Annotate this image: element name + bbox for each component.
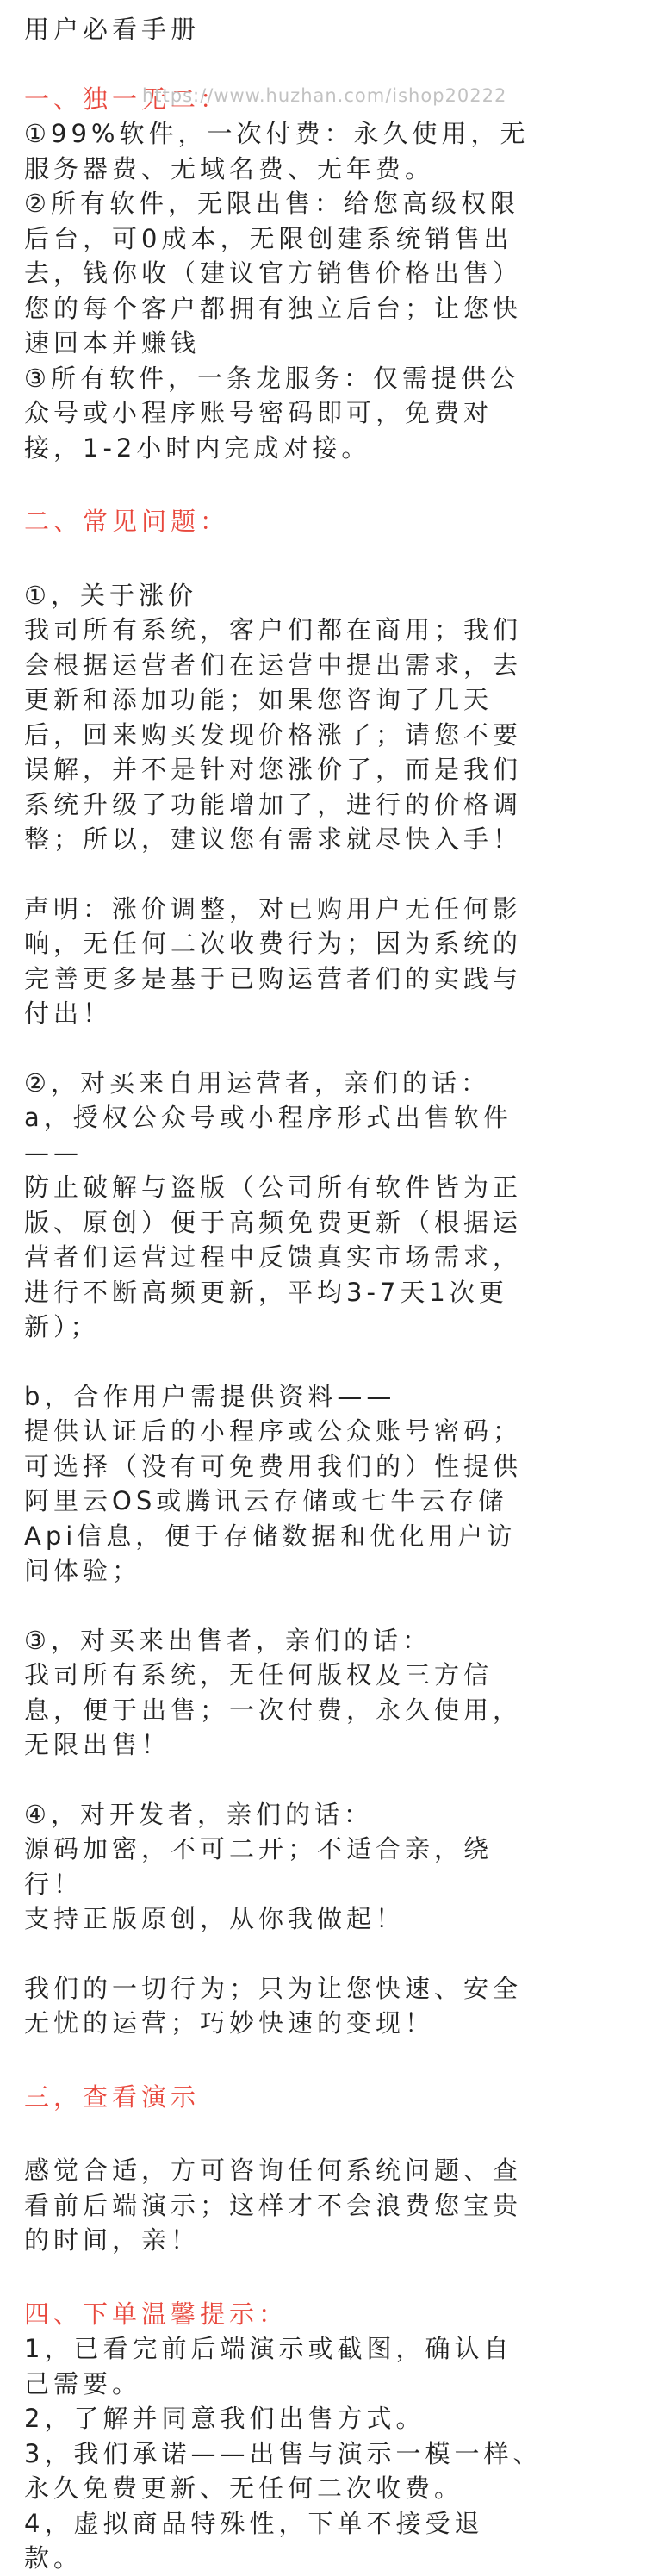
text-line: 可选择（没有可免费用我们的）性提供 bbox=[24, 1451, 523, 1481]
text-line: ①99%软件，一次付费：永久使用，无 bbox=[24, 119, 530, 148]
text-line: 进行不断高频更新，平均3-7天1次更 bbox=[24, 1277, 508, 1307]
text-line: 无限出售！ bbox=[24, 1730, 171, 1759]
statement-block bbox=[24, 892, 627, 1031]
text-line: 源码加密，不可二开；不适合亲，绕 bbox=[24, 1834, 494, 1864]
closing-block bbox=[24, 1971, 627, 2041]
text-line: 无忧的运营；巧妙快速的变现！ bbox=[24, 2008, 435, 2038]
section-unique-body bbox=[24, 116, 627, 465]
text-line: 行！ bbox=[24, 1869, 84, 1899]
text-line: 4，虚拟商品特殊性，下单不接受退 bbox=[24, 2508, 484, 2538]
text-line: 会根据运营者们在运营中提出需求，去 bbox=[24, 650, 523, 680]
text-line: 2，了解并同意我们出售方式。 bbox=[24, 2404, 425, 2433]
text-line: 更新和添加功能；如果您咨询了几天 bbox=[24, 685, 494, 714]
text-line: 我司所有系统，客户们都在商用；我们 bbox=[24, 615, 523, 644]
page-title: 用户必看手册 bbox=[24, 15, 201, 44]
watermark-url: https://www.huzhan.com/ishop20222 bbox=[142, 85, 507, 106]
faq-price-block bbox=[24, 578, 627, 857]
text-line: 看前后端演示；这样才不会浪费您宝贵 bbox=[24, 2190, 523, 2220]
text-line: a，授权公众号或小程序形式出售软件 bbox=[24, 1103, 512, 1132]
faq-materials-block bbox=[24, 1379, 627, 1589]
text-line: 完善更多是基于已购运营者们的实践与 bbox=[24, 963, 523, 993]
text-line: ③，对买来出售者，亲们的话： bbox=[24, 1625, 432, 1655]
text-line: 我司所有系统，无任何版权及三方信 bbox=[24, 1660, 494, 1689]
text-line: 速回本并赚钱 bbox=[24, 328, 201, 358]
text-line: —— bbox=[24, 1137, 83, 1167]
text-line: 版、原创）便于高频免费更新（根据运 bbox=[24, 1207, 523, 1237]
text-line: ②所有软件，无限出售：给您高级权限 bbox=[24, 189, 519, 218]
text-line: 我们的一切行为；只为让您快速、安全 bbox=[24, 1973, 523, 2003]
text-line: 感觉合适，方可咨询任何系统问题、查 bbox=[24, 2156, 523, 2185]
text-line: 响，无任何二次收费行为；因为系统的 bbox=[24, 929, 523, 958]
text-line: 接，1-2小时内完成对接。 bbox=[24, 432, 371, 463]
text-line: 众号或小程序账号密码即可，免费对 bbox=[24, 398, 494, 427]
section-order-tips-body bbox=[24, 2331, 627, 2576]
text-line: 营者们运营过程中反馈真实市场需求， bbox=[24, 1242, 523, 1272]
text-line: 后，回来购买发现价格涨了；请您不要 bbox=[24, 719, 523, 750]
text-line: 您的每个客户都拥有独立后台；让您快 bbox=[24, 293, 523, 323]
text-line: 息，便于出售；一次付费，永久使用， bbox=[24, 1695, 523, 1725]
text-line: 提供认证后的小程序或公众账号密码； bbox=[24, 1416, 523, 1446]
text-line: Api信息，便于存储数据和优化用户访 bbox=[24, 1521, 517, 1551]
text-line: 3，我们承诺——出售与演示一模一样、 bbox=[24, 2438, 543, 2468]
section-heading-unique: 一、独一无二： bbox=[24, 84, 230, 114]
text-line: 己需要。 bbox=[24, 2368, 142, 2399]
section-heading-faq: 二、常见问题： bbox=[24, 507, 230, 536]
text-line: 后台，可0成本，无限创建系统销售出 bbox=[24, 223, 513, 253]
text-line: b，合作用户需提供资料—— bbox=[24, 1381, 396, 1411]
text-line: 新）； bbox=[24, 1312, 100, 1341]
text-line: 1，已看完前后端演示或截图，确认自 bbox=[24, 2334, 513, 2363]
section-heading-order-tips: 四、下单温馨提示： bbox=[24, 2299, 289, 2329]
text-line: 阿里云OS或腾讯云存储或七牛云存储 bbox=[24, 1486, 508, 1515]
text-line: 去，钱你收（建议官方销售价格出售） bbox=[24, 258, 523, 288]
text-line: 整；所以，建议您有需求就尽快入手！ bbox=[24, 824, 523, 854]
faq-self-use-block bbox=[24, 1066, 627, 1345]
text-line: 付出！ bbox=[24, 999, 113, 1028]
text-line: ①，关于涨价 bbox=[24, 580, 197, 610]
text-line: 款。 bbox=[24, 2543, 84, 2573]
section-demo-body bbox=[24, 2153, 627, 2258]
text-line: ③所有软件，一条龙服务：仅需提供公 bbox=[24, 363, 519, 393]
faq-developer-block bbox=[24, 1797, 627, 1937]
text-line: 声明：涨价调整，对已购用户无任何影 bbox=[24, 893, 523, 924]
text-line: 支持正版原创，从你我做起！ bbox=[24, 1904, 406, 1933]
text-line: 永久免费更新、无任何二次收费。 bbox=[24, 2473, 464, 2503]
text-line: 的时间，亲！ bbox=[24, 2225, 201, 2255]
text-line: ②，对买来自用运营者，亲们的话： bbox=[24, 1067, 490, 1098]
faq-reseller-block bbox=[24, 1623, 627, 1763]
text-line: 服务器费、无域名费、无年费。 bbox=[24, 153, 435, 184]
text-line: 问体验； bbox=[24, 1556, 142, 1585]
text-line: 防止破解与盗版（公司所有软件皆为正 bbox=[24, 1173, 523, 1202]
text-line: ④，对开发者，亲们的话： bbox=[24, 1799, 373, 1829]
text-line: 系统升级了功能增加了，进行的价格调 bbox=[24, 789, 523, 819]
text-line: 误解，并不是针对您涨价了，而是我们 bbox=[24, 755, 523, 784]
section-heading-demo: 三，查看演示 bbox=[24, 2081, 201, 2112]
